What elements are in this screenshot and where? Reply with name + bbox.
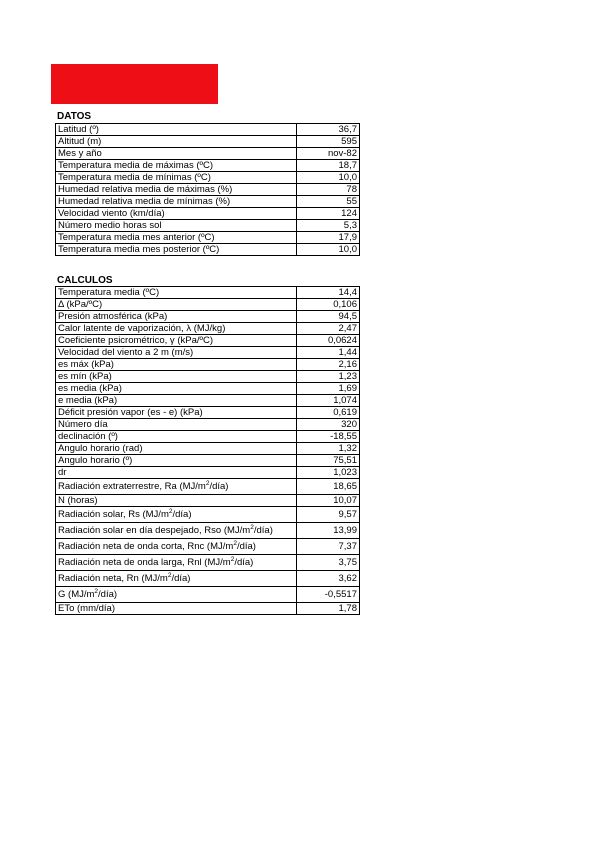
row-label: Latitud (º) [56, 124, 297, 136]
table-row [56, 587, 360, 603]
row-label-sup: 2 [205, 479, 210, 487]
row-value: 13,99 [297, 523, 360, 539]
row-value: 1,32 [297, 443, 360, 455]
row-value: 0,619 [297, 407, 360, 419]
table-row [56, 431, 360, 443]
row-label: Humedad relativa media de máximas (%) [56, 184, 297, 196]
row-value: 0,106 [297, 299, 360, 311]
table-row [56, 299, 360, 311]
row-label: Temperatura media de máximas (ºC) [56, 160, 297, 172]
table-row [56, 335, 360, 347]
row-value: 14,4 [297, 287, 360, 299]
row-value: 78 [297, 184, 360, 196]
row-value: 2,47 [297, 323, 360, 335]
row-value: 3,62 [297, 571, 360, 587]
row-label-sup: 2 [233, 539, 237, 547]
row-label: Humedad relativa media de mínimas (%) [56, 196, 297, 208]
table-row [56, 196, 360, 208]
table-row [56, 136, 360, 148]
row-value: 595 [297, 136, 360, 148]
row-value: 10,0 [297, 172, 360, 184]
red-banner [51, 64, 218, 104]
row-label-pre: Radiación solar, Rs (MJ/m [58, 508, 169, 520]
row-value: 1,44 [297, 347, 360, 359]
datos-title: DATOS [57, 111, 92, 122]
table-row [56, 359, 360, 371]
table-row [56, 160, 360, 172]
table-row [56, 383, 360, 395]
table-row [56, 507, 360, 523]
table-row [56, 571, 360, 587]
row-label: Número día [56, 419, 297, 431]
table-row [56, 347, 360, 359]
row-label-post: /día) [236, 540, 256, 552]
row-value: nov-82 [297, 148, 360, 160]
calculos-table [55, 286, 360, 615]
row-label: es máx (kPa) [56, 359, 297, 371]
row-value: 1,074 [297, 395, 360, 407]
row-label [56, 479, 297, 495]
calculos-title: CALCULOS [57, 275, 113, 286]
row-label: es media (kPa) [56, 383, 297, 395]
table-row [56, 443, 360, 455]
row-label-post: /día) [171, 572, 191, 584]
row-value: 36,7 [297, 124, 360, 136]
row-label [56, 571, 297, 587]
table-row [56, 479, 360, 495]
row-label-sup: 2 [250, 523, 254, 531]
table-row [56, 371, 360, 383]
table-row [56, 208, 360, 220]
row-value: 1,023 [297, 467, 360, 479]
row-label: Presión atmosférica (kPa) [56, 311, 297, 323]
row-label-sup: 2 [94, 587, 99, 595]
row-label: Velocidad viento (km/día) [56, 208, 297, 220]
row-label-sup: 2 [168, 507, 173, 515]
table-row [56, 232, 360, 244]
row-label: Temperatura media mes posterior (ºC) [56, 244, 297, 256]
row-label: Altitud (m) [56, 136, 297, 148]
table-row [56, 495, 360, 507]
row-value: 18,7 [297, 160, 360, 172]
table-row [56, 172, 360, 184]
row-value: 124 [297, 208, 360, 220]
row-label-pre: Radiación neta de onda larga, Rnl (MJ/m [58, 556, 231, 568]
row-value: 3,75 [297, 555, 360, 571]
row-label-pre: Radiación neta de onda corta, Rnc (MJ/m [58, 540, 234, 552]
row-label-sup: 2 [167, 571, 172, 579]
table-row [56, 311, 360, 323]
table-row [56, 220, 360, 232]
row-label: Déficit presión vapor (es - e) (kPa) [56, 407, 297, 419]
table-row [56, 407, 360, 419]
row-label: ETo (mm/día) [56, 603, 297, 615]
row-label-post: /día) [98, 588, 118, 600]
row-label [56, 539, 297, 555]
row-label: Angulo horario (º) [56, 455, 297, 467]
row-label: es mín (kPa) [56, 371, 297, 383]
row-label: e media (kPa) [56, 395, 297, 407]
row-label: Angulo horario (rad) [56, 443, 297, 455]
table-row [56, 323, 360, 335]
table-row [56, 555, 360, 571]
row-label: Coeficiente psicrométrico, γ (kPa/ºC) [56, 335, 297, 347]
row-value: 55 [297, 196, 360, 208]
row-label [56, 555, 297, 571]
row-value: 9,57 [297, 507, 360, 523]
row-label: Mes y año [56, 148, 297, 160]
row-value: 17,9 [297, 232, 360, 244]
row-label-pre: G (MJ/m [58, 588, 95, 600]
row-label: Δ (kPa/ºC) [56, 299, 297, 311]
table-row [56, 184, 360, 196]
row-label: Calor latente de vaporización, λ (MJ/kg) [56, 323, 297, 335]
table-row [56, 395, 360, 407]
table-row [56, 419, 360, 431]
row-value: -18,55 [297, 431, 360, 443]
row-value: 10,0 [297, 244, 360, 256]
row-label [56, 523, 297, 539]
row-label: N (horas) [56, 495, 297, 507]
row-label: declinación (º) [56, 431, 297, 443]
row-value: 10,07 [297, 495, 360, 507]
row-value: 7,37 [297, 539, 360, 555]
row-value: 18,65 [297, 479, 360, 495]
row-value: 75,51 [297, 455, 360, 467]
table-row [56, 148, 360, 160]
row-label-post: /día) [172, 508, 192, 520]
row-label: Temperatura media (ºC) [56, 287, 297, 299]
row-label: Velocidad del viento a 2 m (m/s) [56, 347, 297, 359]
table-row [56, 124, 360, 136]
datos-table [55, 123, 360, 256]
row-label: Temperatura media de mínimas (ºC) [56, 172, 297, 184]
row-value: 5,3 [297, 220, 360, 232]
row-label: dr [56, 467, 297, 479]
row-value: 320 [297, 419, 360, 431]
row-label: Número medio horas sol [56, 220, 297, 232]
row-label [56, 587, 297, 603]
row-value: 1,69 [297, 383, 360, 395]
table-row [56, 287, 360, 299]
row-value: 94,5 [297, 311, 360, 323]
table-row [56, 603, 360, 615]
row-label-post: /día) [253, 524, 273, 536]
table-row [56, 244, 360, 256]
row-label [56, 507, 297, 523]
row-label-pre: Radiación solar en día despejado, Rso (MJ/m [58, 524, 251, 536]
table-row [56, 467, 360, 479]
row-value: -0,5517 [297, 587, 360, 603]
table-row [56, 455, 360, 467]
row-label: Temperatura media mes anterior (ºC) [56, 232, 297, 244]
row-label-post: /día) [209, 480, 229, 492]
table-row [56, 539, 360, 555]
row-label-pre: Radiación neta, Rn (MJ/m [58, 572, 168, 584]
table-row [56, 523, 360, 539]
row-value: 1,78 [297, 603, 360, 615]
row-label-sup: 2 [230, 555, 235, 563]
row-label-pre: Radiación extraterrestre, Ra (MJ/m [58, 480, 206, 492]
row-label-post: /día) [234, 556, 254, 568]
row-value: 1,23 [297, 371, 360, 383]
row-value: 2,16 [297, 359, 360, 371]
row-value: 0,0624 [297, 335, 360, 347]
